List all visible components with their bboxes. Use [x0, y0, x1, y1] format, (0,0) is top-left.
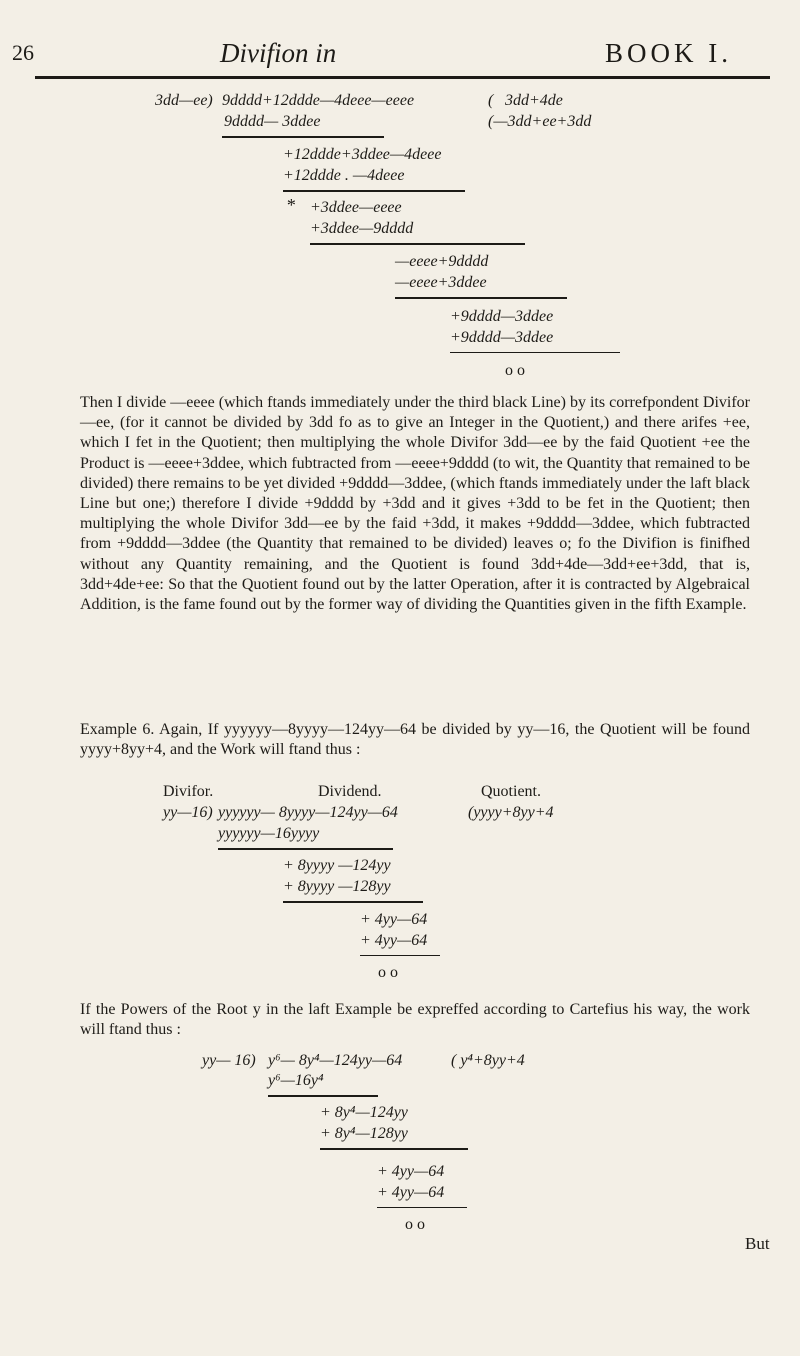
ex6-row-1a: + 8yyyy —124yy	[283, 857, 391, 874]
cartesius-paragraph	[80, 1000, 750, 1040]
ex6-product-1: yyyyyy—16yyyy	[218, 825, 320, 842]
ex6-divisor: yy—16)	[163, 804, 213, 821]
header-rule	[35, 76, 770, 79]
ex7-row-2a: + 4yy—64	[377, 1163, 445, 1180]
ex7-zeros: o o	[405, 1216, 425, 1233]
example-6-text: Example 6. Again, If yyyyyy—8yyyy—124yy—64 be divided by yy—16, the Quotient will be found yyyy+8yy+4, and the Work will ftand thus :	[80, 721, 750, 759]
ex5-row-2b: +3ddee—9dddd	[310, 220, 414, 237]
ex5-rule-4	[395, 297, 567, 299]
ex5-quotient: 3dd+4de	[505, 92, 563, 109]
ex6-row-2b: + 4yy—64	[360, 932, 428, 949]
ex7-divisor: yy— 16)	[202, 1052, 256, 1069]
ex7-row-2b: + 4yy—64	[377, 1184, 445, 1201]
catchword: But	[745, 1234, 770, 1253]
col-dividend-label: Dividend.	[318, 783, 382, 800]
col-divisor-label: Divifor.	[163, 783, 214, 800]
ex6-row-1b: + 8yyyy —128yy	[283, 878, 391, 895]
running-title: Divifion in	[220, 38, 337, 68]
ex5-rule-1	[222, 136, 384, 138]
ex6-zeros: o o	[378, 964, 398, 981]
ex5-quotient-open: (	[488, 92, 494, 109]
ex5-rule-3	[310, 243, 525, 245]
ex7-rule-1	[268, 1095, 378, 1097]
ex5-row-4a: +9dddd—3ddee	[450, 308, 554, 325]
book-label: BOOK I.	[605, 38, 732, 68]
ex5-row-1a: +12ddde+3ddee—4deee	[283, 146, 442, 163]
ex5-star: *	[286, 195, 295, 215]
ex6-row-2a: + 4yy—64	[360, 911, 428, 928]
ex5-row-3a: —eeee+9dddd	[395, 253, 489, 270]
ex5-rule-5	[450, 352, 620, 353]
ex6-rule-3	[360, 955, 440, 956]
ex5-row-1b: +12ddde . —4deee	[283, 167, 405, 184]
ex7-rule-3	[377, 1207, 467, 1208]
ex7-row-1a: + 8y⁴—124yy	[320, 1104, 408, 1121]
ex5-row-2a: +3ddee—eeee	[310, 199, 402, 216]
ex7-row-1b: + 8y⁴—128yy	[320, 1125, 408, 1142]
ex5-quotient-2: (—3dd+ee+3dd	[488, 113, 592, 130]
ex6-quotient: (yyyy+8yy+4	[468, 804, 554, 821]
ex5-zeros: o o	[505, 362, 525, 379]
ex5-divisor: 3dd—ee)	[155, 92, 213, 109]
ex5-product-1: 9dddd— 3ddee	[224, 113, 321, 130]
ex5-dividend: 9dddd+12ddde—4deee—eeee	[222, 92, 415, 109]
explanation-paragraph	[80, 393, 750, 615]
page-number: 26	[12, 40, 34, 65]
ex7-rule-2	[320, 1148, 468, 1150]
ex6-dividend: yyyyyy— 8yyyy—124yy—64	[218, 804, 398, 821]
cartesius-text: If the Powers of the Root y in the laft Example be expreffed according to Cartefius his way, the work will ftand thus :	[80, 1001, 750, 1039]
ex5-rule-2	[283, 190, 465, 192]
ex5-row-4b: +9dddd—3ddee	[450, 329, 554, 346]
ex5-row-3b: —eeee+3ddee	[395, 274, 487, 291]
example-6-paragraph	[80, 720, 750, 760]
col-quotient-label: Quotient.	[481, 783, 541, 800]
ex6-rule-1	[218, 848, 393, 850]
ex7-quotient: ( y⁴+8yy+4	[451, 1052, 525, 1069]
ex6-rule-2	[283, 901, 423, 903]
explanation-text: Then I divide —eeee (which ftands immediately under the third black Line) by its correfpondent Divifor —ee, (for it cannot be divided by 3dd fo as to give an Integer in the Quotient,) and there arifes +ee, which I fet in the Quotient; then multiplying the whole Divifor 3dd—ee by the faid Quotient +ee the Product is —eeee+3ddee, which fubtracted from —eeee+9dddd (to wit, the Quantity that remained to be divided) there remains to be yet divided +9dddd—3ddee, (which ftands immediately under the laft black Line but one;) therefore I divide +9dddd by +3dd and it gives +3dd to be fet in the Quotient; then multiplying the whole Divifor 3dd—ee by the faid +3dd, it makes +9dddd—3ddee, which fubtracted from +9dddd—3ddee (the Quantity that remained to be divided) leaves o; fo the Divifion is finifhed without any Quantity remaining, and the Quotient is found 3dd+4de—3dd+ee+3dd, that is, 3dd+4de+ee: So that the Quotient found out by the latter Operation, after it is contracted by Algebraical Addition, is the fame found out by the former way of dividing the Quantities given in the fifth Example.	[80, 394, 750, 614]
ex7-product-1: y⁶—16y⁴	[268, 1072, 324, 1089]
ex7-dividend: y⁶— 8y⁴—124yy—64	[268, 1052, 403, 1069]
